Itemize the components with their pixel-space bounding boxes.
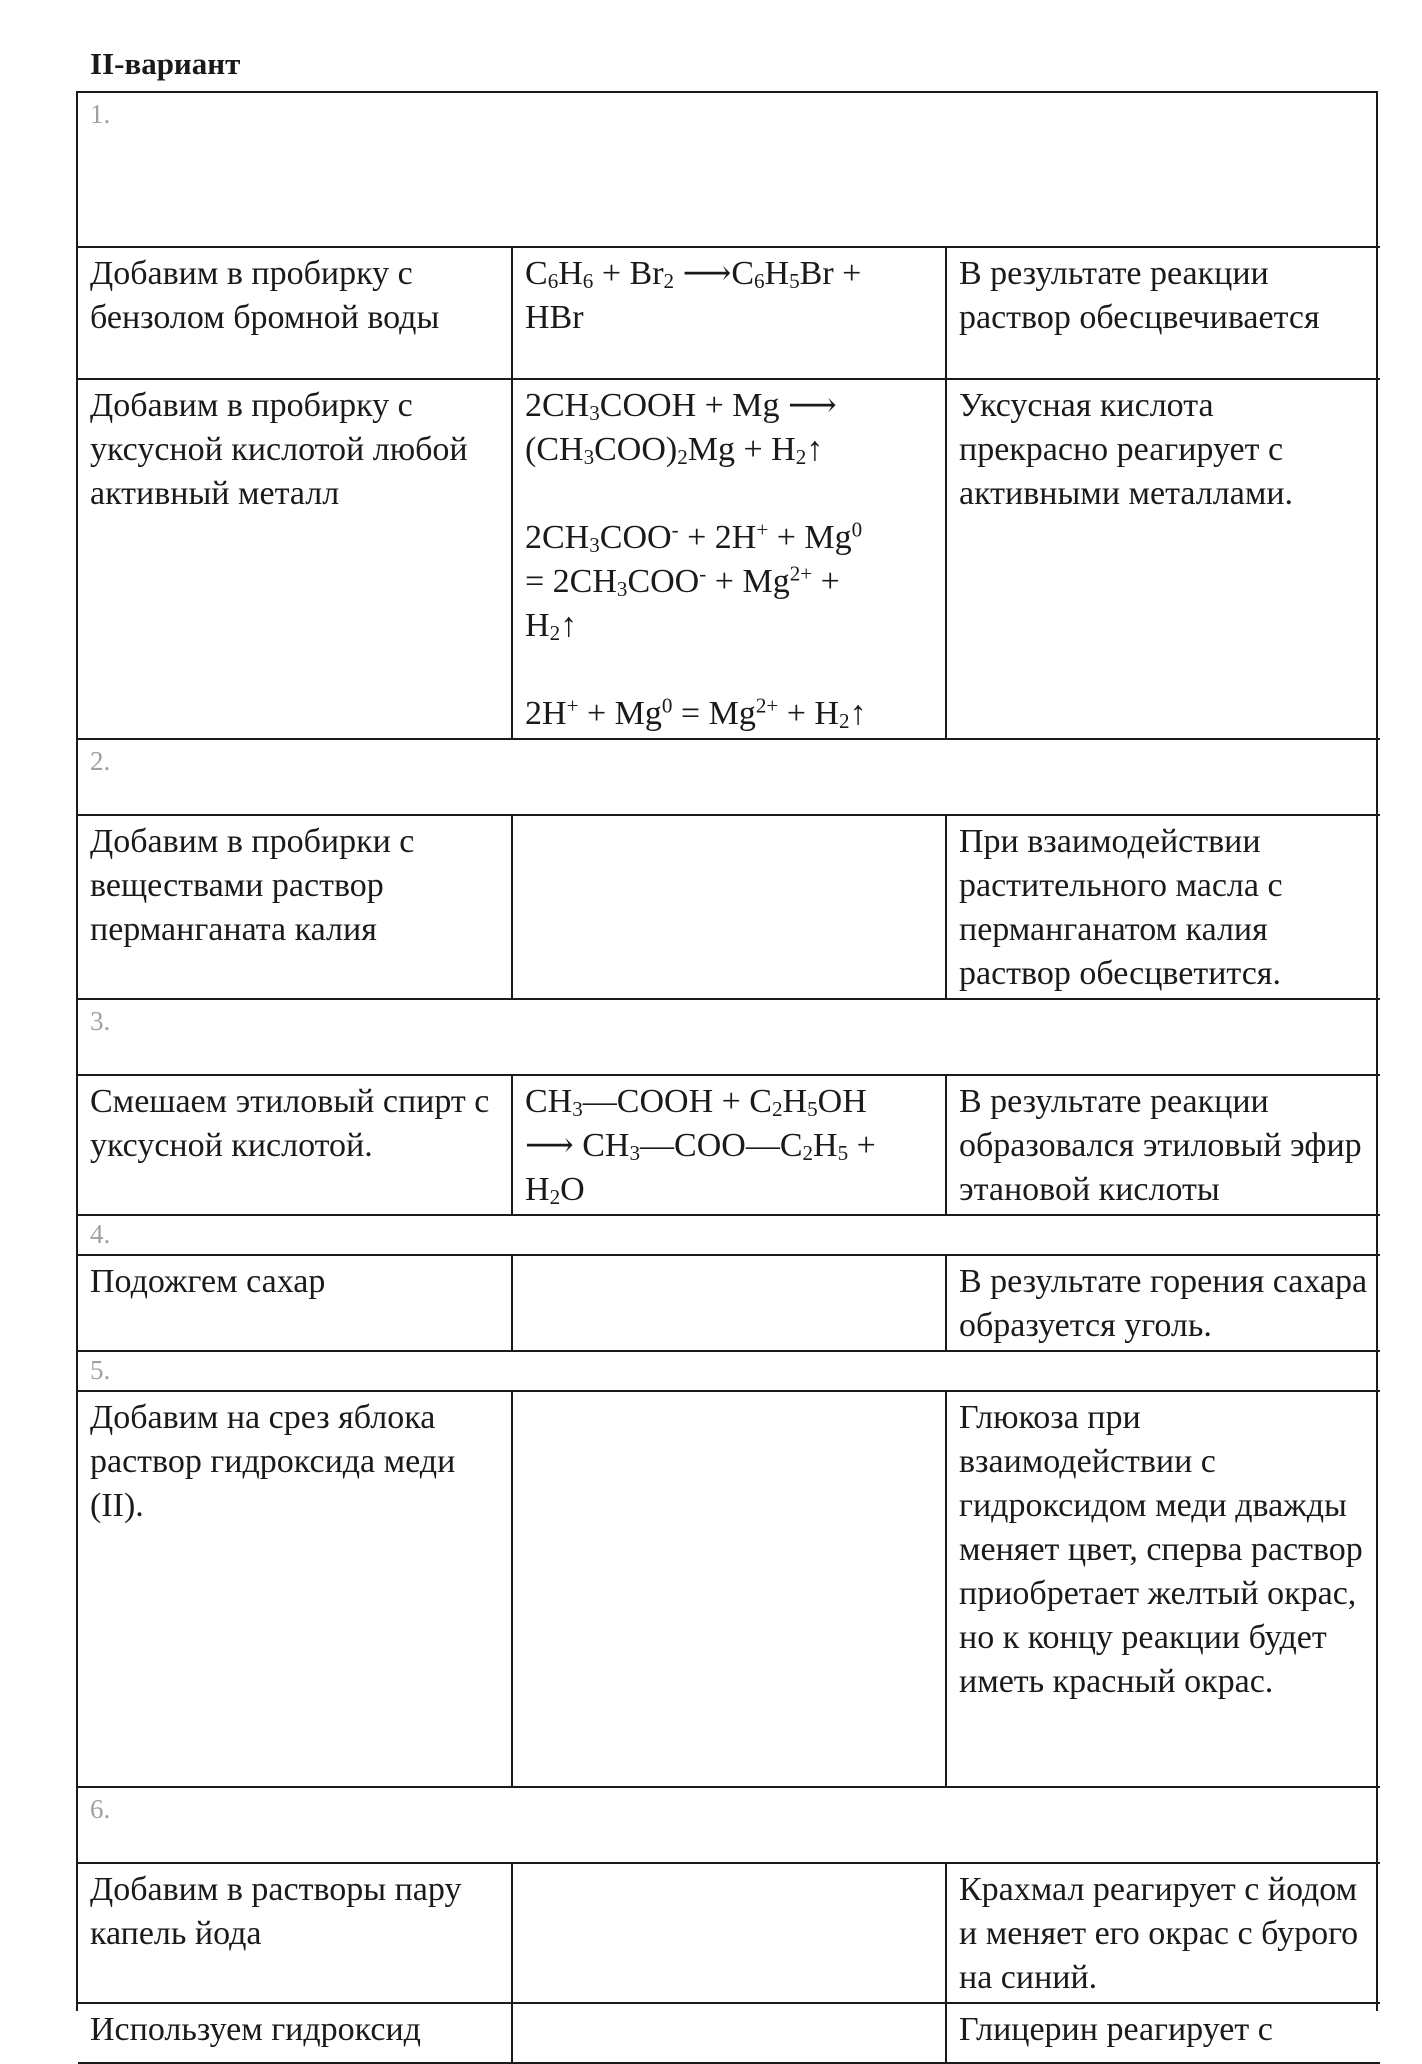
action-cell: Добавим в пробирку с уксусной кислотой любой активный металл bbox=[78, 379, 512, 739]
action-cell: Добавим в пробирки с веществами раствор перманганата калия bbox=[78, 815, 512, 999]
table-row bbox=[78, 2003, 1380, 2063]
action-cell: Добавим в растворы пару капель йода bbox=[78, 1863, 512, 2003]
equation-cell: $CH_3—COOH + C_2H_5OH$ ⟶ $CH_3—COO—C_2H_5$ + $H_2O$ bbox=[512, 1075, 946, 1215]
page-title: II-вариант bbox=[90, 46, 241, 81]
conclusion-cell: При взаимодействии растительного масла с перманганатом калия раствор обесцветится. bbox=[946, 815, 1380, 999]
equation-cell bbox=[512, 815, 946, 999]
action-cell: Подожгем сахар bbox=[78, 1255, 512, 1351]
table-row bbox=[78, 1075, 1380, 1215]
task-number: 3. bbox=[78, 999, 1380, 1075]
equation-cell bbox=[512, 1863, 946, 2003]
equation-cell: $2CH_3COOH + Mg$ ⟶ $(CH_3COO)_2Mg$ + $H_2↑$ $2CH_3COO^- + 2H^+ + Mg^0$ = $2CH_3COO^- + Mg^{2+}$ + $H_2↑$ $2H^+ + Mg^0 = Mg^{2+}$ + $H_2↑$ bbox=[512, 379, 946, 739]
task-number: 1. bbox=[78, 93, 1380, 247]
conclusion-cell: В результате горения сахара образуется уголь. bbox=[946, 1255, 1380, 1351]
conclusion-cell: Уксусная кислота прекрасно реагирует с активными металлами. bbox=[946, 379, 1380, 739]
table-row bbox=[78, 1391, 1380, 1787]
conclusion-cell: Крахмал реагирует с йодом и меняет его окрас с бурого на синий. bbox=[946, 1863, 1380, 2003]
action-cell: Смешаем этиловый спирт с уксусной кислотой. bbox=[78, 1075, 512, 1215]
task-header-row bbox=[78, 739, 1380, 815]
conclusion-cell: Глицерин реагирует с bbox=[946, 2003, 1380, 2063]
equation-cell: $C_6H_6 + Br_2$ $⟶C_6H_5Br$ + HBr bbox=[512, 247, 946, 379]
table-row bbox=[78, 1863, 1380, 2003]
task-header-row bbox=[78, 93, 1380, 247]
conclusion-cell: В результате реакции образовался этиловый эфир этановой кислоты bbox=[946, 1075, 1380, 1215]
action-cell: Добавим в пробирку с бензолом бромной воды bbox=[78, 247, 512, 379]
equation-cell bbox=[512, 2003, 946, 2063]
table-row bbox=[78, 247, 1380, 379]
task-header-row bbox=[78, 1215, 1380, 1255]
task-header-row bbox=[78, 1351, 1380, 1391]
task-number: 4. bbox=[78, 1215, 1380, 1255]
task-header-row bbox=[78, 1787, 1380, 1863]
task-number: 5. bbox=[78, 1351, 1380, 1391]
conclusion-cell: Глюкоза при взаимодействии с гидроксидом меди дважды меняет цвет, сперва раствор приобретает желтый окрас, но к концу реакции будет иметь красный окрас. bbox=[946, 1391, 1380, 1787]
task-number: 6. bbox=[78, 1787, 1380, 1863]
task-number: 2. bbox=[78, 739, 1380, 815]
equation-cell bbox=[512, 1255, 946, 1351]
task-header-row bbox=[78, 999, 1380, 1075]
action-cell: Используем гидроксид bbox=[78, 2003, 512, 2063]
table-row bbox=[78, 379, 1380, 739]
table-row bbox=[78, 815, 1380, 999]
equation-cell bbox=[512, 1391, 946, 1787]
experiment-table bbox=[76, 91, 1378, 2048]
action-cell: Добавим на срез яблока раствор гидроксида меди (II). bbox=[78, 1391, 512, 1787]
conclusion-cell: В результате реакции раствор обесцвечивается bbox=[946, 247, 1380, 379]
table-row bbox=[78, 1255, 1380, 1351]
